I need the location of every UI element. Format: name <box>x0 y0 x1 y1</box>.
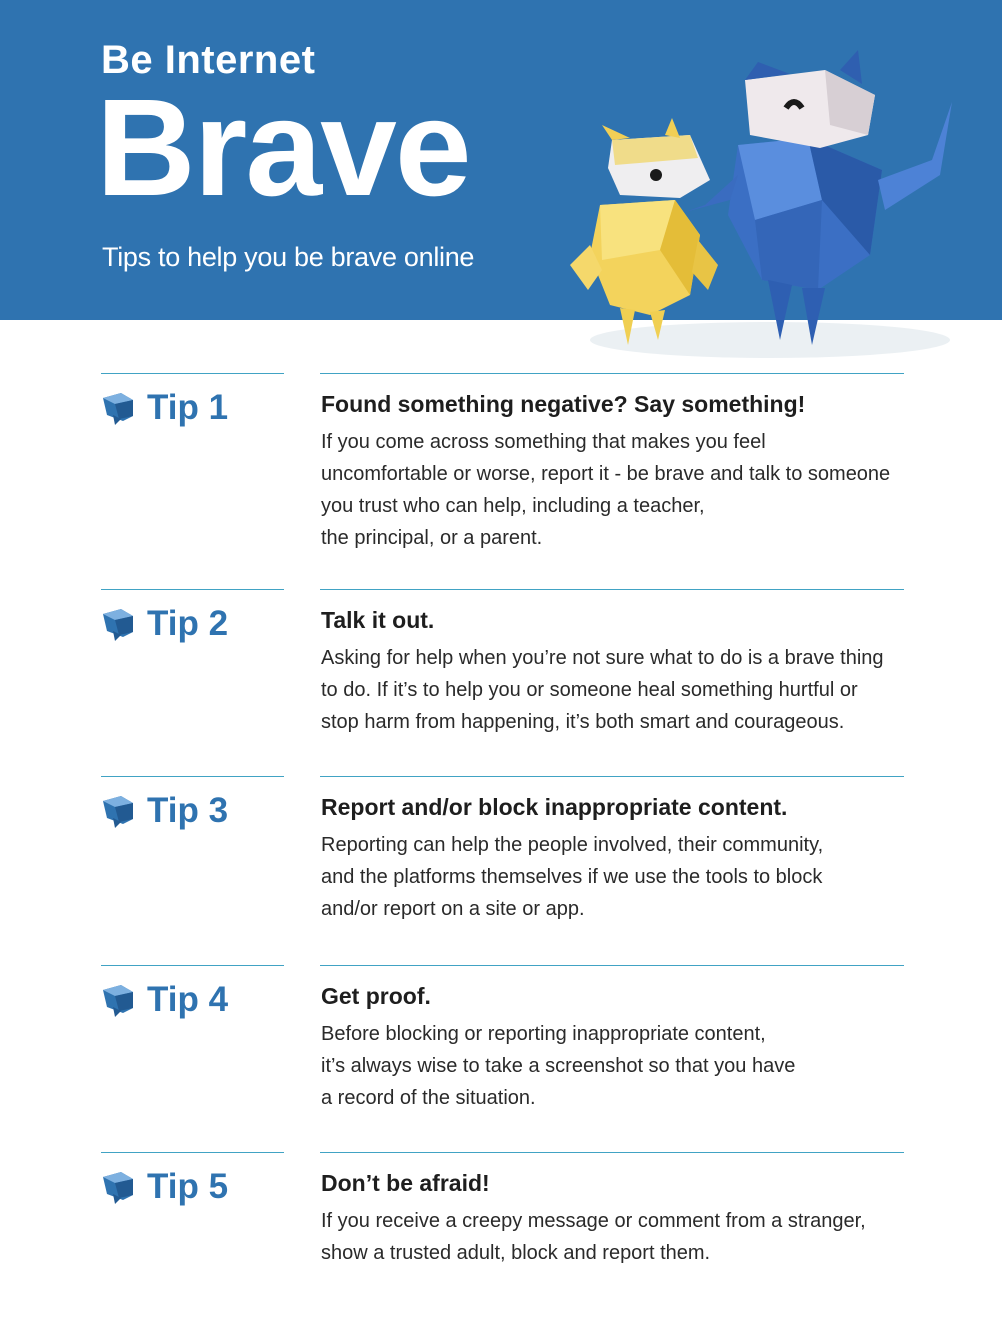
speech-bubble-icon <box>101 983 135 1017</box>
tip-body-1 <box>321 426 921 554</box>
tip-heading-2: Talk it out. <box>321 607 435 633</box>
tip-label-text: Tip 3 <box>147 791 229 830</box>
speech-bubble-icon <box>101 391 135 425</box>
tip-line: uncomfortable or worse, report it - be brave and talk to someone <box>321 463 891 485</box>
yellow-robot-icon <box>570 118 718 345</box>
tip-line: a record of the situation. <box>321 1087 536 1109</box>
tip-line: stop harm from happening, it’s both smart and courageous. <box>321 711 845 733</box>
divider <box>320 965 904 966</box>
subtitle: Tips to help you be brave online <box>102 242 475 272</box>
divider <box>101 965 284 966</box>
tip-line: and the platforms themselves if we use the tools to block <box>321 866 823 888</box>
tip-label-text: Tip 2 <box>147 604 229 643</box>
tip-label-text: Tip 1 <box>147 388 229 427</box>
tip-line: If you come across something that makes you feel <box>321 431 766 453</box>
divider <box>320 776 904 777</box>
divider <box>101 589 284 590</box>
divider <box>320 1152 904 1153</box>
tip-line: Asking for help when you’re not sure what to do is a brave thing <box>321 647 884 669</box>
tip-line: to do. If it’s to help you or someone heal something hurtful or <box>321 679 858 701</box>
tip-heading-3: Report and/or block inappropriate content. <box>321 794 788 820</box>
divider <box>320 373 904 374</box>
divider <box>101 1152 284 1153</box>
tip-label-4 <box>101 979 228 1021</box>
tip-line: Before blocking or reporting inappropriate content, <box>321 1023 766 1045</box>
tip-line: If you receive a creepy message or comment from a stranger, <box>321 1210 866 1232</box>
tip-heading-5: Don’t be afraid! <box>321 1170 490 1196</box>
tip-line: the principal, or a parent. <box>321 527 543 549</box>
tip-body-4 <box>321 1018 921 1114</box>
tip-body-3 <box>321 829 921 925</box>
page-title: Brave <box>96 71 470 225</box>
tip-line: Reporting can help the people involved, their community, <box>321 834 824 856</box>
speech-bubble-icon <box>101 794 135 828</box>
speech-bubble-icon <box>101 1170 135 1204</box>
tip-label-3 <box>101 790 228 832</box>
divider <box>101 373 284 374</box>
tip-heading-1: Found something negative? Say something! <box>321 391 806 417</box>
tip-label-text: Tip 4 <box>147 980 229 1019</box>
tip-line: and/or report on a site or app. <box>321 898 585 920</box>
speech-bubble-icon <box>101 607 135 641</box>
tip-body-5 <box>321 1205 921 1269</box>
divider <box>320 589 904 590</box>
tip-heading-4: Get proof. <box>321 983 431 1009</box>
tip-label-5 <box>101 1166 228 1208</box>
tip-label-1 <box>101 387 228 429</box>
mascots-illustration <box>540 40 970 365</box>
divider <box>101 776 284 777</box>
tip-line: it’s always wise to take a screenshot so that you have <box>321 1055 796 1077</box>
tip-label-text: Tip 5 <box>147 1167 229 1206</box>
tip-label-2 <box>101 603 228 645</box>
tip-line: show a trusted adult, block and report them. <box>321 1242 711 1264</box>
blue-robot-icon <box>685 50 952 345</box>
tip-line: you trust who can help, including a teacher, <box>321 495 705 517</box>
pre-title: Be Internet <box>101 38 316 82</box>
tip-body-2 <box>321 642 921 738</box>
